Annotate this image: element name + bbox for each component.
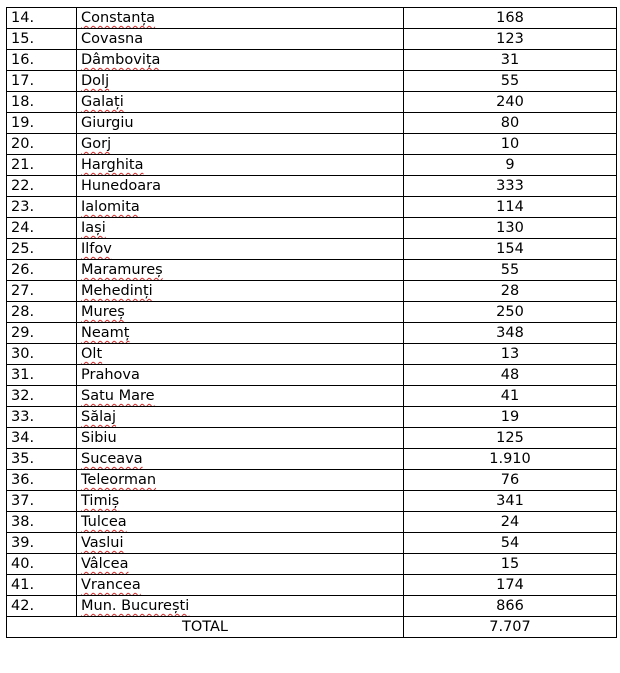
county-value: 154 <box>404 239 617 260</box>
county-name-cell <box>77 575 404 596</box>
county-name: Neamț <box>81 325 130 341</box>
county-name-cell <box>77 281 404 302</box>
county-name-cell <box>77 449 404 470</box>
county-name: Vrancea <box>81 577 141 593</box>
county-value: 41 <box>404 386 617 407</box>
county-value: 125 <box>404 428 617 449</box>
row-number: 18. <box>7 92 77 113</box>
county-value: 31 <box>404 50 617 71</box>
county-name: Olt <box>81 346 103 362</box>
county-value: 10 <box>404 134 617 155</box>
table-row <box>7 323 617 344</box>
table-row <box>7 386 617 407</box>
county-value: 19 <box>404 407 617 428</box>
table-row <box>7 260 617 281</box>
county-name-cell <box>77 407 404 428</box>
county-name: Iași <box>81 220 106 236</box>
table-row <box>7 218 617 239</box>
row-number: 34. <box>7 428 77 449</box>
county-value: 55 <box>404 71 617 92</box>
row-number: 22. <box>7 176 77 197</box>
county-value: 9 <box>404 155 617 176</box>
county-name-cell <box>77 176 404 197</box>
table-row <box>7 554 617 575</box>
county-name: Prahova <box>81 367 140 383</box>
county-value: 15 <box>404 554 617 575</box>
county-name: Tulcea <box>81 514 127 530</box>
row-number: 42. <box>7 596 77 617</box>
county-name-cell <box>77 428 404 449</box>
row-number: 38. <box>7 512 77 533</box>
county-value: 28 <box>404 281 617 302</box>
table-row <box>7 8 617 29</box>
county-name-cell <box>77 302 404 323</box>
county-name: Constanța <box>81 10 156 26</box>
county-name: Mehedinți <box>81 283 153 299</box>
county-name-cell <box>77 239 404 260</box>
table-row <box>7 176 617 197</box>
county-name: Ialomita <box>81 199 140 215</box>
row-number: 31. <box>7 365 77 386</box>
county-name-cell <box>77 218 404 239</box>
county-name: Gorj <box>81 136 112 152</box>
county-value: 55 <box>404 260 617 281</box>
row-number: 40. <box>7 554 77 575</box>
county-value: 13 <box>404 344 617 365</box>
row-number: 16. <box>7 50 77 71</box>
county-name-cell <box>77 344 404 365</box>
county-name: Harghita <box>81 157 144 173</box>
county-name-cell <box>77 92 404 113</box>
table-row <box>7 596 617 617</box>
county-name: Dâmbovița <box>81 52 161 68</box>
county-table <box>6 7 617 638</box>
county-name-cell <box>77 8 404 29</box>
row-number: 26. <box>7 260 77 281</box>
row-number: 15. <box>7 29 77 50</box>
row-number: 25. <box>7 239 77 260</box>
table-row <box>7 344 617 365</box>
county-name: Sălaj <box>81 409 117 425</box>
county-name-cell <box>77 491 404 512</box>
county-name: Galați <box>81 94 124 110</box>
county-name-cell <box>77 134 404 155</box>
table-row <box>7 407 617 428</box>
table-row <box>7 71 617 92</box>
county-name: Mun. București <box>81 598 190 614</box>
county-name-cell <box>77 50 404 71</box>
table-row <box>7 449 617 470</box>
county-name-cell <box>77 596 404 617</box>
row-number: 28. <box>7 302 77 323</box>
row-number: 41. <box>7 575 77 596</box>
table-row <box>7 365 617 386</box>
county-name: Sibiu <box>81 430 117 446</box>
county-name-cell <box>77 113 404 134</box>
county-name-cell <box>77 470 404 491</box>
county-name: Satu Mare <box>81 388 155 404</box>
row-number: 32. <box>7 386 77 407</box>
county-name: Timiș <box>81 493 120 509</box>
total-value: 7.707 <box>404 617 617 638</box>
county-name: Dolj <box>81 73 110 89</box>
table-row <box>7 491 617 512</box>
county-name-cell <box>77 365 404 386</box>
county-value: 1.910 <box>404 449 617 470</box>
county-name: Maramureș <box>81 262 163 278</box>
county-value: 348 <box>404 323 617 344</box>
county-value: 114 <box>404 197 617 218</box>
county-value: 866 <box>404 596 617 617</box>
table-row <box>7 575 617 596</box>
county-value: 240 <box>404 92 617 113</box>
row-number: 30. <box>7 344 77 365</box>
table-row <box>7 533 617 554</box>
county-name: Mureș <box>81 304 125 320</box>
county-value: 174 <box>404 575 617 596</box>
table-row <box>7 281 617 302</box>
county-value: 130 <box>404 218 617 239</box>
county-value: 24 <box>404 512 617 533</box>
row-number: 23. <box>7 197 77 218</box>
table-row <box>7 134 617 155</box>
county-table-body <box>7 8 617 617</box>
county-name: Giurgiu <box>81 115 134 131</box>
row-number: 36. <box>7 470 77 491</box>
table-row <box>7 302 617 323</box>
county-name: Vâlcea <box>81 556 129 572</box>
county-value: 48 <box>404 365 617 386</box>
county-value: 123 <box>404 29 617 50</box>
row-number: 27. <box>7 281 77 302</box>
table-row <box>7 113 617 134</box>
table-row <box>7 470 617 491</box>
row-number: 37. <box>7 491 77 512</box>
county-value: 54 <box>404 533 617 554</box>
county-value: 333 <box>404 176 617 197</box>
county-name-cell <box>77 386 404 407</box>
row-number: 24. <box>7 218 77 239</box>
county-value: 80 <box>404 113 617 134</box>
table-row <box>7 155 617 176</box>
county-name: Covasna <box>81 31 144 47</box>
row-number: 19. <box>7 113 77 134</box>
total-label: TOTAL <box>7 617 404 638</box>
row-number: 14. <box>7 8 77 29</box>
county-name-cell <box>77 533 404 554</box>
table-row <box>7 239 617 260</box>
county-name-cell <box>77 260 404 281</box>
county-value: 76 <box>404 470 617 491</box>
county-name-cell <box>77 554 404 575</box>
row-number: 17. <box>7 71 77 92</box>
row-number: 39. <box>7 533 77 554</box>
county-name-cell <box>77 29 404 50</box>
table-row <box>7 92 617 113</box>
county-value: 341 <box>404 491 617 512</box>
county-name-cell <box>77 71 404 92</box>
county-name-cell <box>77 512 404 533</box>
row-number: 33. <box>7 407 77 428</box>
row-number: 35. <box>7 449 77 470</box>
table-row <box>7 29 617 50</box>
county-name: Ilfov <box>81 241 112 257</box>
county-name: Vaslui <box>81 535 124 551</box>
county-value: 168 <box>404 8 617 29</box>
county-name-cell <box>77 323 404 344</box>
county-name: Teleorman <box>81 472 157 488</box>
table-row <box>7 512 617 533</box>
county-name: Suceava <box>81 451 143 467</box>
county-name-cell <box>77 197 404 218</box>
row-number: 20. <box>7 134 77 155</box>
table-row <box>7 428 617 449</box>
county-name: Hunedoara <box>81 178 162 194</box>
county-name-cell <box>77 155 404 176</box>
table-row <box>7 50 617 71</box>
row-number: 21. <box>7 155 77 176</box>
total-row <box>7 617 617 638</box>
row-number: 29. <box>7 323 77 344</box>
county-value: 250 <box>404 302 617 323</box>
table-row <box>7 197 617 218</box>
